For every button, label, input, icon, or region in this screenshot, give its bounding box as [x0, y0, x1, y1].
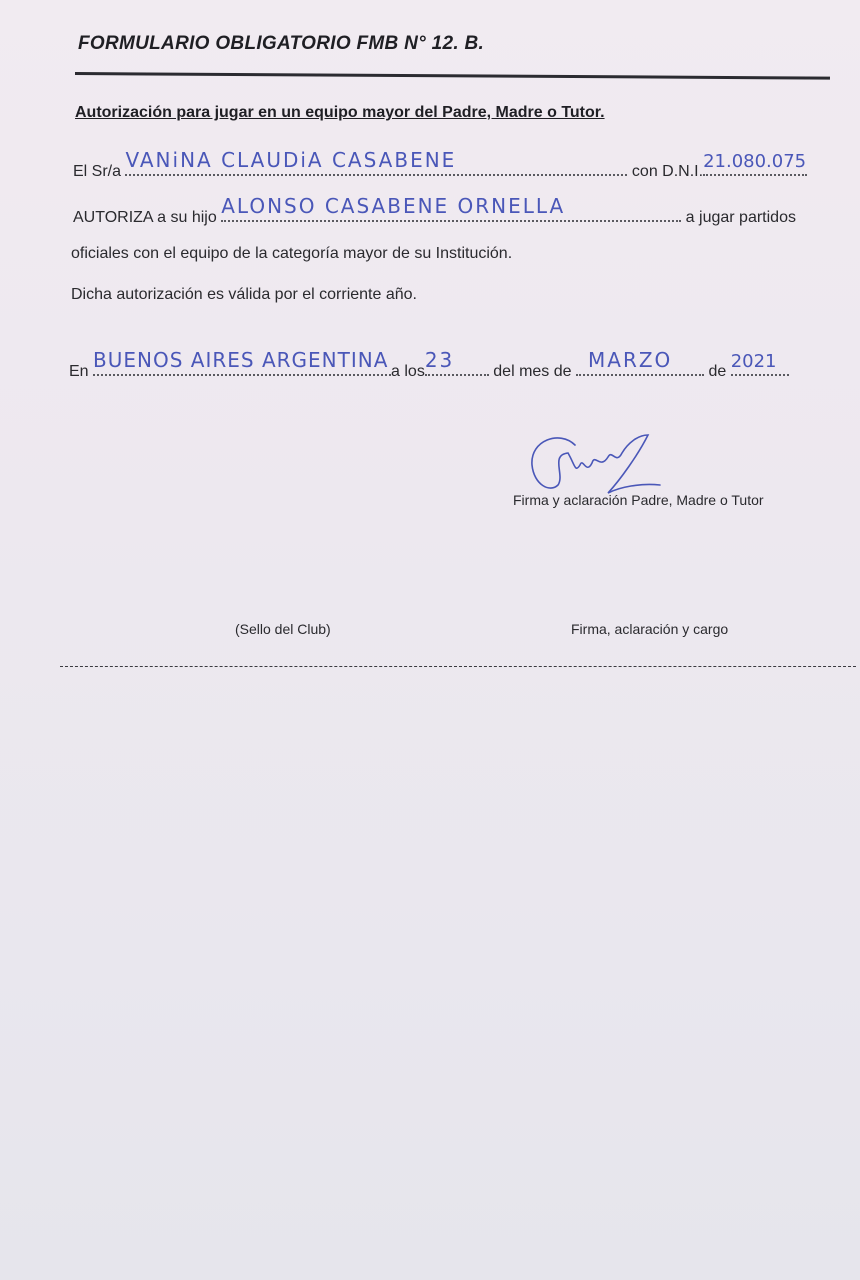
a-los-label: a los: [391, 363, 425, 380]
dni-field[interactable]: [703, 151, 807, 176]
parent-signature-label: Firma y aclaración Padre, Madre o Tutor: [513, 492, 764, 508]
del-mes-label: del mes de: [493, 363, 572, 380]
month-handwritten: MARZO: [588, 348, 673, 372]
dni-label: con D.N.I.: [631, 163, 704, 180]
form-subtitle: Autorización para jugar en un equipo mayor del Padre, Madre o Tutor.: [75, 104, 605, 121]
form-title: FORMULARIO OBLIGATORIO FMB N° 12. B.: [78, 33, 485, 54]
cut-line: [60, 666, 856, 667]
guardian-line: [73, 148, 807, 181]
guardian-name-field[interactable]: [125, 148, 627, 176]
year-handwritten: 2021: [730, 351, 777, 372]
dni-handwritten: 21.080.075: [703, 151, 807, 172]
guardian-name-handwritten: VANiNA CLAUDiA CASABENE: [125, 148, 457, 172]
child-name-field[interactable]: [221, 194, 681, 222]
club-seal-label: (Sello del Club): [235, 621, 331, 637]
title-rule: [75, 72, 830, 80]
child-name-handwritten: ALONSO CASABENE ORNELLA: [221, 194, 566, 218]
day-handwritten: 23: [424, 348, 455, 372]
guardian-prefix: El Sr/a: [73, 163, 122, 180]
place-handwritten: BUENOS AIRES ARGENTINA: [93, 348, 389, 372]
de-label: de: [708, 363, 727, 380]
child-line: [73, 194, 796, 227]
validity-text: Dicha autorización es válida por el corriente año.: [71, 286, 417, 303]
date-line: [69, 348, 789, 381]
year-field[interactable]: [730, 351, 789, 376]
month-field[interactable]: [576, 348, 704, 376]
place-prefix: En: [69, 363, 89, 380]
category-text: oficiales con el equipo de la categoría mayor de su Institución.: [71, 245, 513, 262]
child-prefix: AUTORIZA a su hijo: [73, 209, 217, 226]
day-field[interactable]: [424, 348, 489, 376]
place-field[interactable]: [93, 348, 391, 376]
club-signature-label: Firma, aclaración y cargo: [571, 621, 729, 637]
child-suffix: a jugar partidos: [685, 209, 796, 226]
